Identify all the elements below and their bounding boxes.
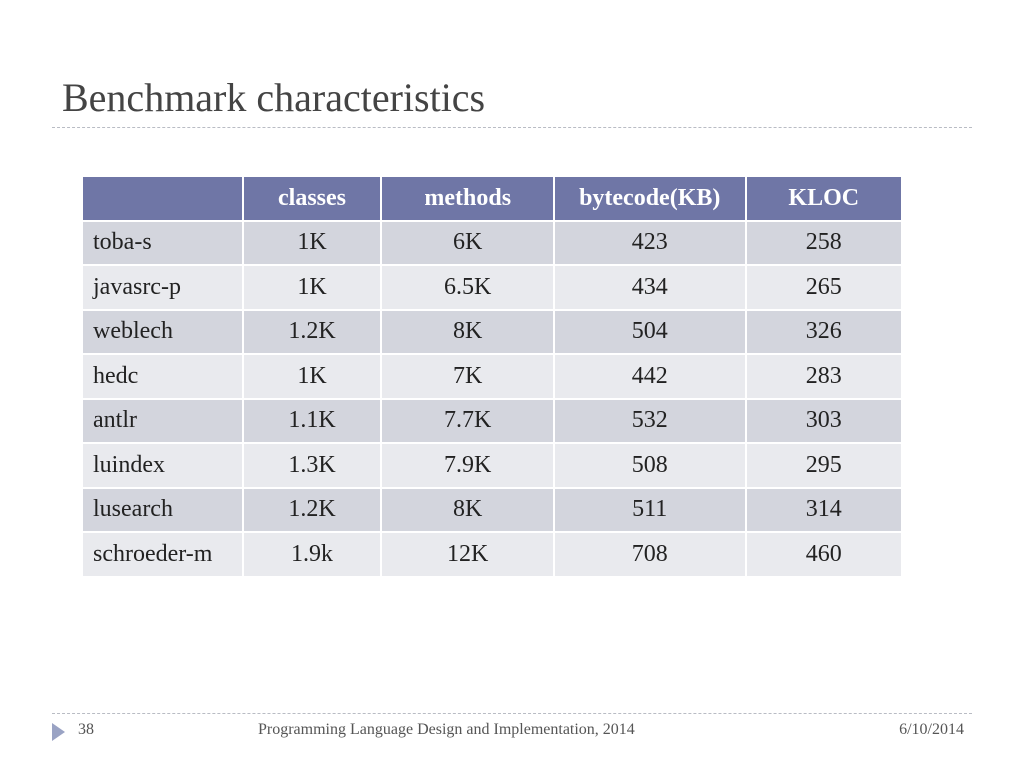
bytecode-cell: 532: [555, 400, 745, 443]
benchmark-name-cell: javasrc-p: [83, 266, 242, 309]
benchmark-name-cell: weblech: [83, 311, 242, 354]
table-row: [83, 266, 901, 309]
kloc-cell: 283: [747, 355, 902, 398]
table-row: [83, 222, 901, 265]
methods-cell: 8K: [382, 311, 552, 354]
table-row: [83, 311, 901, 354]
classes-cell: 1.2K: [244, 489, 381, 532]
kloc-cell: 265: [747, 266, 902, 309]
benchmark-name-cell: hedc: [83, 355, 242, 398]
benchmark-name-cell: luindex: [83, 444, 242, 487]
triangle-bullet-icon: [52, 723, 65, 741]
bytecode-cell: 442: [555, 355, 745, 398]
footer-conference: Programming Language Design and Implementation, 2014: [258, 721, 635, 738]
table-row: [83, 400, 901, 443]
benchmark-name-cell: schroeder-m: [83, 533, 242, 576]
classes-cell: 1K: [244, 355, 381, 398]
classes-cell: 1K: [244, 222, 381, 265]
kloc-cell: 460: [747, 533, 902, 576]
header-cell-kloc: KLOC: [747, 177, 902, 220]
kloc-cell: 314: [747, 489, 902, 532]
benchmark-table: [81, 175, 903, 578]
classes-cell: 1.3K: [244, 444, 381, 487]
bytecode-cell: 504: [555, 311, 745, 354]
methods-cell: 7K: [382, 355, 552, 398]
title-divider: [52, 127, 972, 128]
table-header-row: [83, 177, 901, 220]
methods-cell: 8K: [382, 489, 552, 532]
benchmark-name-cell: antlr: [83, 400, 242, 443]
table-row: [83, 444, 901, 487]
footer-date: 6/10/2014: [899, 721, 964, 738]
header-cell-bytecode: bytecode(KB): [555, 177, 745, 220]
kloc-cell: 258: [747, 222, 902, 265]
header-cell-classes: classes: [244, 177, 381, 220]
methods-cell: 7.9K: [382, 444, 552, 487]
bytecode-cell: 423: [555, 222, 745, 265]
methods-cell: 6.5K: [382, 266, 552, 309]
header-cell-empty: [83, 177, 242, 220]
slide-title: Benchmark characteristics: [62, 75, 486, 120]
table-row: [83, 489, 901, 532]
bytecode-cell: 708: [555, 533, 745, 576]
benchmark-name-cell: toba-s: [83, 222, 242, 265]
bytecode-cell: 508: [555, 444, 745, 487]
bytecode-cell: 511: [555, 489, 745, 532]
classes-cell: 1.9k: [244, 533, 381, 576]
table-row: [83, 533, 901, 576]
classes-cell: 1K: [244, 266, 381, 309]
bytecode-cell: 434: [555, 266, 745, 309]
kloc-cell: 303: [747, 400, 902, 443]
methods-cell: 7.7K: [382, 400, 552, 443]
classes-cell: 1.1K: [244, 400, 381, 443]
kloc-cell: 326: [747, 311, 902, 354]
table-row: [83, 355, 901, 398]
page-number: 38: [78, 721, 94, 738]
header-cell-methods: methods: [382, 177, 552, 220]
kloc-cell: 295: [747, 444, 902, 487]
benchmark-name-cell: lusearch: [83, 489, 242, 532]
footer-divider: [52, 713, 972, 714]
methods-cell: 6K: [382, 222, 552, 265]
methods-cell: 12K: [382, 533, 552, 576]
classes-cell: 1.2K: [244, 311, 381, 354]
